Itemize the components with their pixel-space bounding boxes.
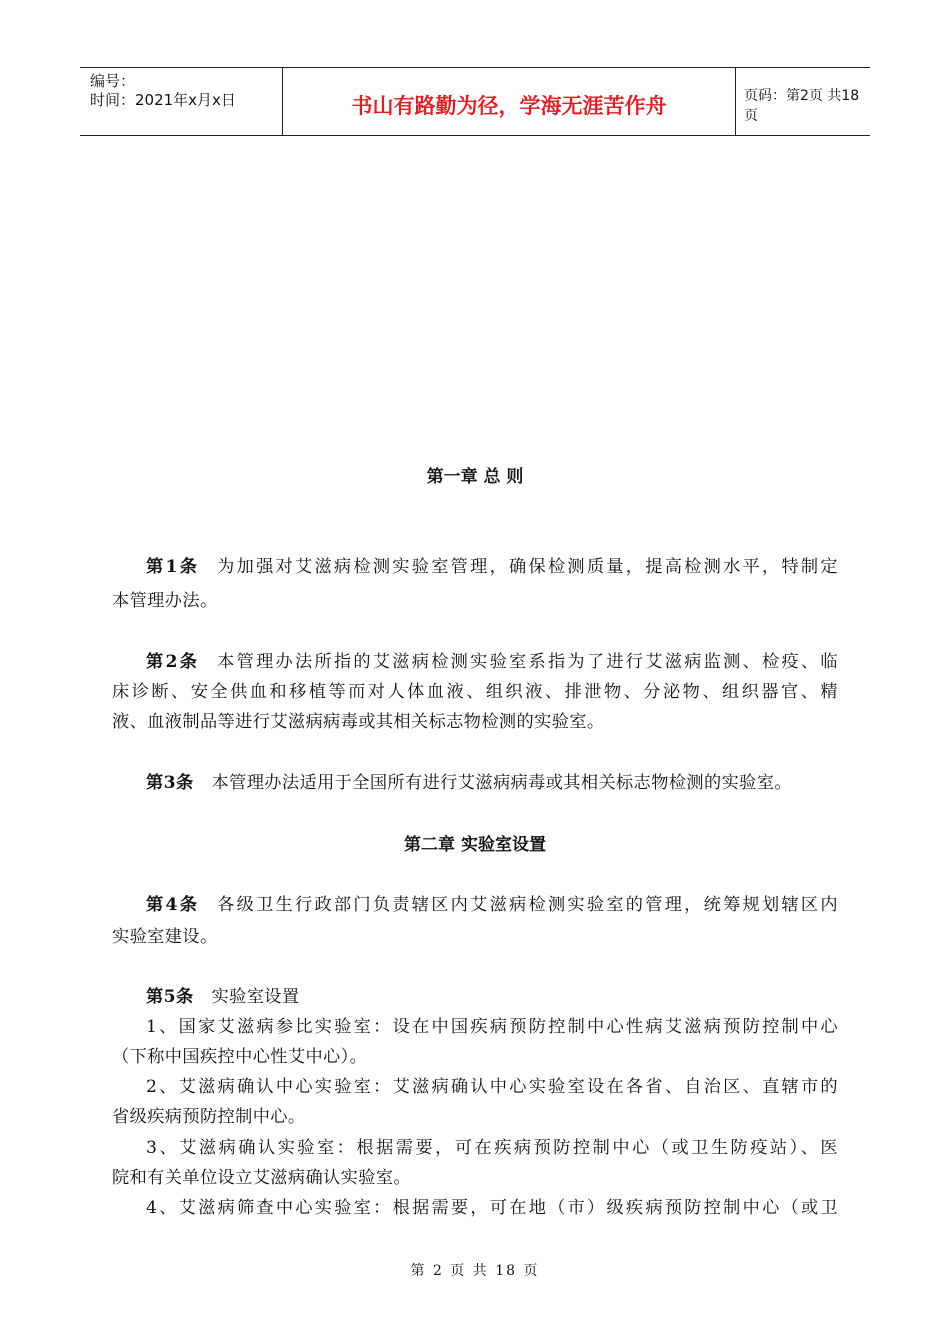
- page-footer: 第 2 页 共 18 页: [410, 1263, 540, 1279]
- article-5-line-1: 第5条 实验室设置: [146, 987, 300, 1007]
- article-1-line-1: 第1条 为加强对艾滋病检测实验室管理，确保检测质量，提高检测水平，特制定: [146, 557, 838, 577]
- article-5-item-1-line-2: （下称中国疾控中心性艾中心）。: [112, 1047, 368, 1067]
- chapter-2-title: 第二章 实验室设置: [404, 835, 546, 855]
- article-5-item-4-line-1: 4、艾滋病筛查中心实验室：根据需要，可在地（市）级疾病预防控制中心（或卫: [146, 1198, 838, 1218]
- article-1-label: 第1条: [146, 557, 200, 577]
- article-5-item-2-line-2: 省级疾病预防控制中心。: [112, 1107, 306, 1127]
- chapter-1-title: 第一章 总 则: [426, 467, 524, 487]
- article-3-line-1: 第3条 本管理办法适用于全国所有进行艾滋病病毒或其相关标志物检测的实验室。: [146, 773, 792, 793]
- article-1-line-2: 本管理办法。: [112, 591, 218, 611]
- article-5-item-3-line-2: 院和有关单位设立艾滋病确认实验室。: [112, 1168, 411, 1188]
- header-time: 时间：2021年x月x日: [90, 91, 236, 109]
- article-2-label: 第2条: [146, 652, 200, 672]
- article-5-item-1-line-1: 1、国家艾滋病参比实验室：设在中国疾病预防控制中心性病艾滋病预防控制中心: [146, 1017, 838, 1037]
- article-3-label: 第3条: [146, 773, 194, 793]
- article-5-item-3-line-1: 3、艾滋病确认实验室：根据需要，可在疾病预防控制中心（或卫生防疫站）、医: [146, 1138, 838, 1158]
- article-4-line-2: 实验室建设。: [112, 927, 218, 947]
- article-4-line-1: 第4条 各级卫生行政部门负责辖区内艾滋病检测实验室的管理，统筹规划辖区内: [146, 895, 838, 915]
- article-5-item-2-line-1: 2、艾滋病确认中心实验室：艾滋病确认中心实验室设在各省、自治区、直辖市的: [146, 1077, 838, 1097]
- header-page: 页码：第2页 共18页: [744, 87, 860, 124]
- header-meta: [80, 68, 282, 135]
- article-5-label: 第5条: [146, 987, 194, 1007]
- article-4-label: 第4条: [146, 895, 200, 915]
- header-motto: 书山有路勤为径，学海无涯苦作舟: [282, 68, 736, 135]
- header-number: 编号：: [90, 72, 136, 90]
- article-2-line-2: 床诊断、安全供血和移植等而对人体血液、组织液、排泄物、分泌物、组织器官、精: [112, 682, 838, 702]
- article-2-line-1: 第2条 本管理办法所指的艾滋病检测实验室系指为了进行艾滋病监测、检疫、临: [146, 652, 838, 672]
- page-header: [80, 67, 870, 136]
- article-2-line-3: 液、血液制品等进行艾滋病病毒或其相关标志物检测的实验室。: [112, 712, 605, 732]
